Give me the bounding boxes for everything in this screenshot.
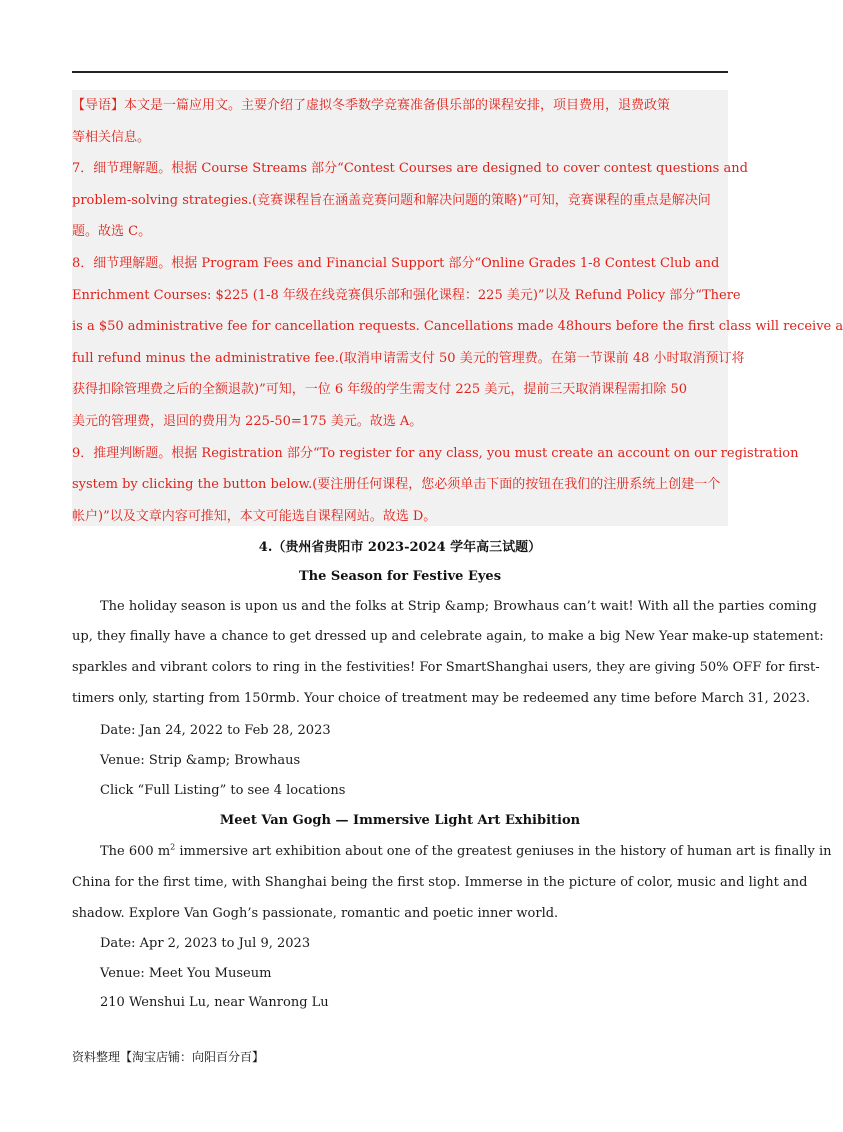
paragraph-line: sparkles and vibrant colors to ring in the festivities! For SmartShanghai users, they are giving 50% OFF for first- — [72, 660, 820, 675]
paragraph-text: immersive art exhibition about one of the greatest geniuses in the history of human art is finally in — [175, 844, 832, 859]
answer-line: is a $50 administrative fee for cancellation requests. Cancellations made 48hours before the first class will receive a — [72, 319, 843, 334]
paragraph-line: timers only, starting from 150rmb. Your choice of treatment may be redeemed any time before March 31, 2023. — [72, 691, 811, 706]
answer-line-q9: 9．推理判断题。根据 Registration 部分“To register for any class, you must create an account on our registration — [72, 446, 799, 461]
paragraph-line: The holiday season is upon us and the folks at Strip &amp; Browhaus can’t wait! With all the parties coming — [100, 599, 817, 614]
answer-line: 美元的管理费，退回的费用为 225-50=175 美元。故选 A。 — [72, 414, 423, 429]
section-title-festive-eyes: The Season for Festive Eyes — [298, 569, 502, 584]
answer-line-intro: 【导语】本文是一篇应用文。主要介绍了虚拟冬季数学竞赛准备俱乐部的课程安排，项目费用，退费政策 — [72, 98, 671, 113]
full-listing-note: Click “Full Listing” to see 4 locations — [100, 783, 346, 798]
answer-line: 题。故选 C。 — [72, 224, 152, 239]
event-date: Date: Jan 24, 2022 to Feb 28, 2023 — [100, 723, 331, 738]
event-date: Date: Apr 2, 2023 to Jul 9, 2023 — [100, 936, 311, 951]
top-rule — [72, 71, 728, 73]
section-title-van-gogh: Meet Van Gogh — Immersive Light Art Exhibition — [219, 813, 581, 828]
paragraph-line — [72, 842, 832, 861]
answer-line: problem-solving strategies.(竞赛课程旨在涵盖竞赛问题和解决问题的策略)”可知，竞赛课程的重点是解决问 — [72, 193, 711, 208]
footer-source-note: 资料整理【淘宝店铺：向阳百分百】 — [72, 1050, 265, 1064]
answer-line: 获得扣除管理费之后的全额退款)”可知，一位 6 年级的学生需支付 225 美元，提前三天取消课程需扣除 50 — [72, 382, 688, 397]
answer-line-q7: 7．细节理解题。根据 Course Streams 部分“Contest Courses are designed to cover contest questions and — [72, 161, 748, 176]
question-header: 4.（贵州省贵阳市 2023-2024 学年高三试题） — [258, 540, 542, 555]
event-address: 210 Wenshui Lu, near Wanrong Lu — [100, 995, 329, 1010]
paragraph-line: China for the first time, with Shanghai being the first stop. Immerse in the picture of color, music and light and — [72, 875, 808, 890]
paragraph-line: shadow. Explore Van Gogh’s passionate, romantic and poetic inner world. — [72, 906, 559, 921]
paragraph-line: up, they finally have a chance to get dressed up and celebrate again, to make a big New Year make-up statement: — [72, 629, 824, 644]
answer-line: 帐户)”以及文章内容可推知，本文可能选自课程网站。故选 D。 — [72, 509, 437, 524]
answer-line-q8: 8．细节理解题。根据 Program Fees and Financial Support 部分“Online Grades 1-8 Contest Club and — [72, 256, 720, 271]
answer-line: system by clicking the button below.(要注册任何课程，您必须单击下面的按钮在我们的注册系统上创建一个 — [72, 477, 721, 492]
answer-line: Enrichment Courses: $225 (1-8 年级在线竞赛俱乐部和强化课程：225 美元)”以及 Refund Policy 部分“There — [72, 288, 741, 303]
area-text: The 600 m — [100, 844, 171, 859]
event-venue: Venue: Meet You Museum — [100, 966, 272, 981]
event-venue: Venue: Strip &amp; Browhaus — [100, 753, 301, 768]
answer-line: 等相关信息。 — [72, 130, 151, 145]
answer-line: full refund minus the administrative fee.(取消申请需支付 50 美元的管理费。在第一节课前 48 小时取消预订将 — [72, 351, 745, 366]
superscript: 2 — [170, 842, 176, 852]
